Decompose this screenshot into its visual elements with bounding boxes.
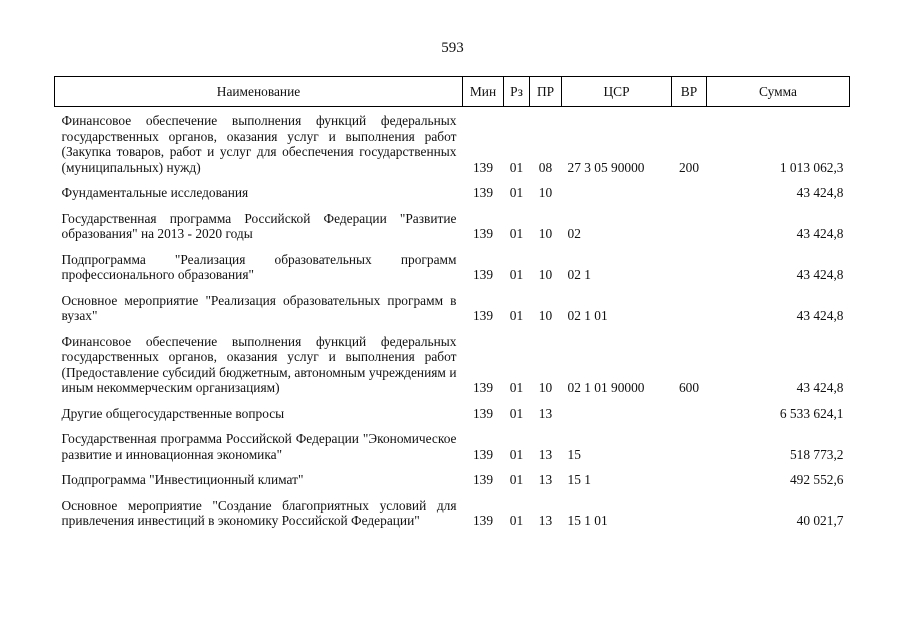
row-vr xyxy=(672,462,707,488)
row-pr: 10 xyxy=(538,226,553,241)
table-row xyxy=(55,324,850,396)
row-sum: 43 424,8 xyxy=(796,308,844,323)
table-row xyxy=(55,421,850,462)
row-min: 139 xyxy=(472,185,494,200)
table-row xyxy=(55,175,850,201)
header-rz: Рз xyxy=(504,77,530,107)
row-rz: 01 xyxy=(509,267,524,282)
row-name: Основное мероприятие "Создание благоприятных условий для привлечения инвестиций в экономику Российской Федерации" xyxy=(61,497,457,528)
row-vr xyxy=(672,421,707,462)
row-pr: 13 xyxy=(538,513,553,528)
table-row xyxy=(55,283,850,324)
row-pr: 13 xyxy=(538,472,553,487)
header-sum: Сумма xyxy=(707,77,850,107)
row-rz: 01 xyxy=(509,226,524,241)
row-sum: 1 013 062,3 xyxy=(779,159,844,175)
row-rz: 01 xyxy=(509,405,524,421)
row-csr: 15 1 xyxy=(567,472,591,487)
row-sum: 518 773,2 xyxy=(789,446,844,462)
row-rz: 01 xyxy=(509,185,524,200)
row-rz: 01 xyxy=(509,380,524,395)
row-pr: 10 xyxy=(538,380,553,395)
row-csr xyxy=(562,175,672,201)
header-min: Мин xyxy=(463,77,504,107)
row-name: Фундаментальные исследования xyxy=(61,185,249,200)
table-row xyxy=(55,242,850,283)
header-vr: ВР xyxy=(672,77,707,107)
table-row xyxy=(55,201,850,242)
table-row xyxy=(55,107,850,176)
row-sum: 492 552,6 xyxy=(789,472,844,487)
row-vr: 200 xyxy=(678,159,700,175)
row-min: 139 xyxy=(472,267,494,282)
table-row xyxy=(55,488,850,529)
row-name: Финансовое обеспечение выполнения функций федеральных государственных органов, оказания услуг и выполнения работ (Предоставление субсидий бюджетным, автономным учреждениям и иным некоммерческим организациям) xyxy=(61,333,457,395)
row-rz: 01 xyxy=(509,446,524,462)
row-min: 139 xyxy=(472,472,494,487)
row-sum: 6 533 624,1 xyxy=(779,405,844,421)
row-pr: 13 xyxy=(538,405,553,421)
row-min: 139 xyxy=(472,405,494,421)
row-min: 139 xyxy=(472,159,494,175)
row-min: 139 xyxy=(472,226,494,241)
row-vr xyxy=(672,283,707,324)
table-row xyxy=(55,462,850,488)
row-vr: 600 xyxy=(678,380,700,395)
row-sum: 43 424,8 xyxy=(796,226,844,241)
row-csr: 02 1 01 xyxy=(567,308,608,323)
row-min: 139 xyxy=(472,380,494,395)
page-number: 593 xyxy=(441,40,464,56)
row-csr: 27 3 05 90000 xyxy=(567,159,645,175)
row-sum: 40 021,7 xyxy=(796,513,844,528)
row-csr xyxy=(562,396,672,422)
row-sum: 43 424,8 xyxy=(796,267,844,282)
row-sum: 43 424,8 xyxy=(796,380,844,395)
row-rz: 01 xyxy=(509,308,524,323)
row-vr xyxy=(672,488,707,529)
row-vr xyxy=(672,175,707,201)
row-csr: 15 xyxy=(567,446,581,462)
row-csr: 02 xyxy=(567,226,581,241)
header-csr: ЦСР xyxy=(562,77,672,107)
header-name: Наименование xyxy=(55,77,463,107)
row-min: 139 xyxy=(472,308,494,323)
row-pr: 08 xyxy=(538,159,553,175)
row-vr xyxy=(672,201,707,242)
budget-table xyxy=(54,76,850,529)
table-row xyxy=(55,396,850,422)
row-csr: 02 1 01 90000 xyxy=(567,380,645,395)
row-name: Государственная программа Российской Федерации "Экономическое развитие и инновационная экономика" xyxy=(61,431,457,462)
row-vr xyxy=(672,242,707,283)
row-vr xyxy=(672,396,707,422)
row-name: Основное мероприятие "Реализация образовательных программ в вузах" xyxy=(61,292,457,323)
row-pr: 10 xyxy=(538,267,553,282)
header-pr: ПР xyxy=(530,77,562,107)
row-csr: 15 1 01 xyxy=(567,513,608,528)
row-name: Финансовое обеспечение выполнения функций федеральных государственных органов, оказания услуг и выполнения работ (Закупка товаров, работ и услуг для обеспечения государственных (муниципальных) нужд) xyxy=(61,113,457,175)
row-min: 139 xyxy=(472,513,494,528)
row-pr: 10 xyxy=(538,185,553,200)
row-name: Подпрограмма "Инвестиционный климат" xyxy=(61,472,304,487)
row-rz: 01 xyxy=(509,159,524,175)
row-rz: 01 xyxy=(509,513,524,528)
row-rz: 01 xyxy=(509,472,524,487)
row-name: Подпрограмма "Реализация образовательных программ профессионального образования" xyxy=(61,251,457,282)
row-pr: 13 xyxy=(538,446,553,462)
row-csr: 02 1 xyxy=(567,267,591,282)
row-name: Государственная программа Российской Федерации "Развитие образования" на 2013 - 2020 годы xyxy=(61,210,457,241)
row-sum: 43 424,8 xyxy=(796,185,844,200)
row-min: 139 xyxy=(472,446,494,462)
table-header-row xyxy=(55,77,850,107)
row-pr: 10 xyxy=(538,308,553,323)
row-name: Другие общегосударственные вопросы xyxy=(61,405,285,421)
